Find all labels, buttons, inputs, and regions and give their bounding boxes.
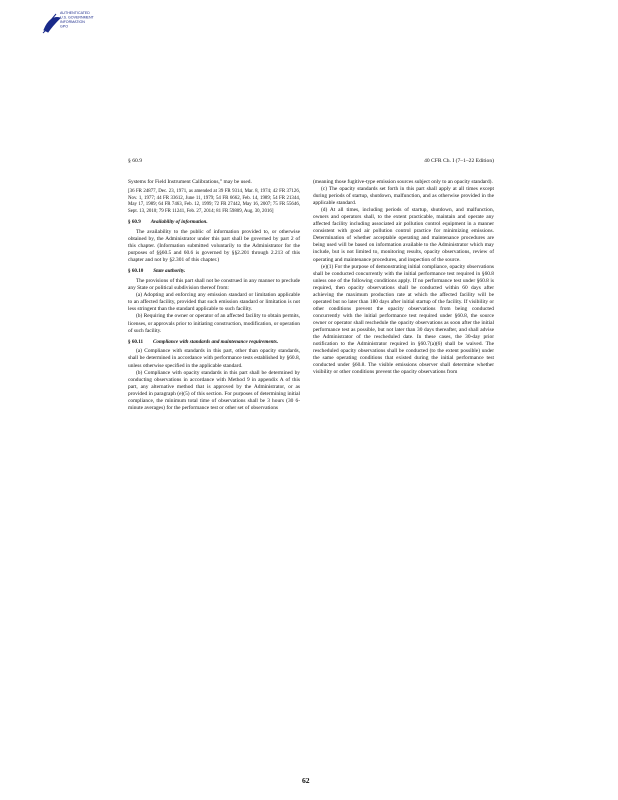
paragraph: (a) Adopting and enforcing any emission standard or limitation applicable to an affected facility, provided that such emission standard or limitation is not less stringent than the standard applicable to such facility. [128, 292, 300, 313]
paragraph: (a) Compliance with standards in this part, other than opacity standards, shall be determined in accordance with performance tests established by §60.8, unless otherwise specified in the applicable standard. [128, 348, 300, 369]
amendment-citation: [36 FR 24877, Dec. 23, 1971, as amended at 39 FR 9314, Mar. 8, 1974; 42 FR 37126, Nov. 1, 1977; 44 FR 33612, June 11, 1979; 54 FR 6662, Feb. 14, 1989; 54 FR 21344, May 17, 1989; 64 FR 7463, Feb. 12, 1999; 72 FR 27442, May 16, 2007; 75 FR 55646, Sept. 13, 2010; 79 FR 11241, Feb. 27, 2014; 81 FR 59809, Aug. 30, 2016] [128, 189, 300, 214]
paragraph: The provisions of this part shall not be construed in any manner to preclude any State or political subdivision thereof from: [128, 278, 300, 292]
logo-line-4: GPO [60, 24, 68, 29]
paragraph: (d) At all times, including periods of startup, shutdown, and malfunction, owners and operators shall, to the extent practicable, maintain and operate any affected facility including associated air pollution control equipment in a manner consistent with good air pollution control practice for minimizing emissions. Determination of whether acceptable operating and maintenance procedures are being used will be based on information available to the Administrator which may include, but is not limited to, monitoring results, opacity observations, review of operating and maintenance procedures, and inspection of the source. [313, 207, 494, 263]
paragraph: The availability to the public of information provided to, or otherwise obtained by, the Administrator under this part shall be governed by part 2 of this chapter. (Information submitted voluntarily to the Administrator for the purposes of §§60.5 and 60.6 is governed by §§2.201 through 2.213 of this chapter and not by §2.301 of this chapter.) [128, 229, 300, 264]
paragraph: (c) The opacity standards set forth in this part shall apply at all times except during periods of startup, shutdown, malfunction, and as otherwise provided in the applicable standard. [313, 186, 494, 207]
right-column [313, 179, 494, 376]
gpo-authenticated-logo [40, 6, 100, 38]
logo-line-1: AUTHENTICATED [60, 11, 90, 15]
section-title: Availability of information. [150, 219, 208, 226]
paragraph: (e)(1) For the purpose of demonstrating initial compliance, opacity observations shall be conducted concurrently with the initial performance test required in §60.8 unless one of the following conditions apply. If no performance test under §60.8 is required, then opacity observations shall be conducted within 60 days after achieving the maximum production rate at which the affected facility will be operated but no later than 180 days after initial startup of the facility. If visibility or other conditions prevent the opacity observations from being conducted concurrently with the initial performance test required under §60.8, the source owner or operator shall reschedule the opacity observations as soon after the initial performance test as possible, but not later than 30 days thereafter, and shall advise the Administrator of the rescheduled date. In these cases, the 30-day prior notification to the Administrator required in §60.7(a)(6) shall be waived. The rescheduled opacity observations shall be conducted (to the extent possible) under the same operating conditions that existed during the initial performance test conducted under §60.8. The visible emissions observer shall determine whether visibility or other conditions prevent the opacity observations from [313, 263, 494, 376]
running-header [128, 158, 494, 168]
section-number: § 60.11 [128, 338, 143, 345]
paragraph: (b) Compliance with opacity standards in this part shall be determined by conducting observations in accordance with Method 9 in appendix A of this part, any alternative method that is approved by the Administrator, or as provided in paragraph (e)(5) of this section. For purposes of determining initial compliance, the minimum total time of observations shall be 3 hours (30 6-minute averages) for the performance test or other set of observations [128, 369, 300, 411]
logo-line-3: INFORMATION [60, 20, 85, 24]
section-title: Compliance with standards and maintenance requirements. [153, 338, 279, 345]
page-number: 62 [302, 776, 310, 785]
intro-continuation: Systems for Field Instrument Calibrations,” may be used. [128, 179, 252, 185]
paragraph: (b) Requiring the owner or operator of an affected facility to obtain permits, licenses, or approvals prior to initiating construction, modification, or operation of such facility. [128, 313, 300, 334]
logo-line-2: U.S. GOVERNMENT [60, 15, 94, 20]
header-section: § 60.9 [128, 158, 142, 164]
section-heading-60-11 [128, 339, 300, 346]
section-heading-60-10 [128, 268, 300, 275]
section-number: § 60.9 [128, 219, 141, 226]
section-number: § 60.10 [128, 268, 144, 275]
paragraph-continuation: (meaning those fugitive-type emission sources subject only to an opacity standard). [313, 179, 493, 185]
section-title: State authority. [153, 268, 186, 275]
section-heading-60-9 [128, 219, 300, 226]
left-column [128, 179, 300, 412]
header-title: 40 CFR Ch. I (7–1–22 Edition) [424, 158, 494, 164]
